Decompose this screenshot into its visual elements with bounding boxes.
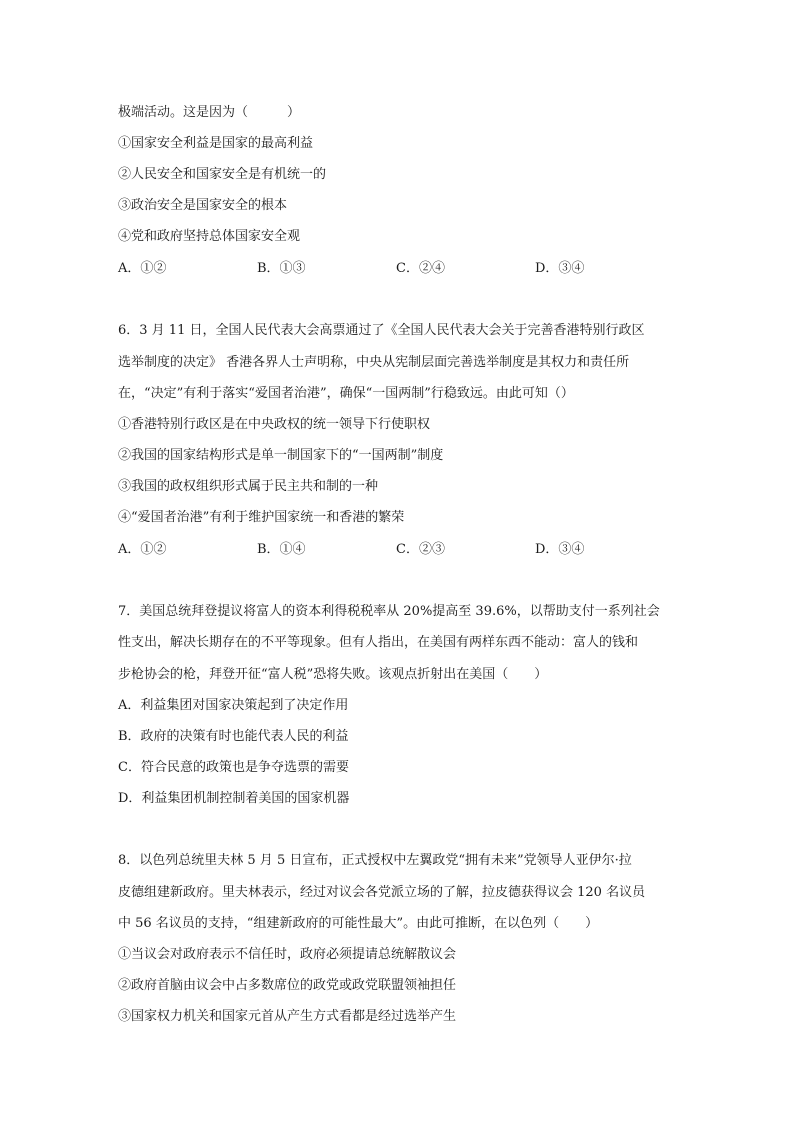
q6-item-2: ②我国的国家结构形式是单一制国家下的“一国两制”制度 xyxy=(118,448,444,463)
q7-stem-line-1: 7．美国总统拜登提议将富人的资本利得税税率从 20%提高至 39.6%，以帮助支付一系列社会 xyxy=(118,604,660,619)
q6-stem-line-1: 6．3 月 11 日，全国人民代表大会高票通过了《全国人民代表大会关于完善香港特别行政区 xyxy=(118,323,645,338)
q6-option-a: A．①② xyxy=(118,542,167,557)
q7-choice-b: B．政府的决策有时也能代表人民的利益 xyxy=(118,729,349,744)
q8-stem-line-2: 皮德组建新政府。里夫林表示，经过对议会各党派立场的了解，拉皮德获得议会 120 名议员 xyxy=(118,885,646,900)
q5-item-2: ②人民安全和国家安全是有机统一的 xyxy=(118,167,327,182)
q6-option-d: D．③④ xyxy=(535,542,585,557)
q8-item-1: ①当议会对政府表示不信任时，政府必须提请总统解散议会 xyxy=(118,947,457,962)
q7-choice-a: A．利益集团对国家决策起到了决定作用 xyxy=(118,698,349,713)
q5-option-a: A．①② xyxy=(118,261,167,276)
q6-item-1: ①香港特别行政区是在中央政权的统一领导下行使职权 xyxy=(118,417,431,432)
q6-option-c: C．②③ xyxy=(396,542,445,557)
q8-item-3: ③国家权力机关和国家元首从产生方式看都是经过选举产生 xyxy=(118,1009,457,1024)
q5-item-1: ①国家安全利益是国家的最高利益 xyxy=(118,136,314,151)
q6-item-3: ③我国的政权组织形式属于民主共和制的一种 xyxy=(118,479,379,494)
q6-item-4: ④“爱国者治港”有利于维护国家统一和香港的繁荣 xyxy=(118,510,405,525)
q6-stem-line-2: 选举制度的决定》 香港各界人士声明称，中央从宪制层面完善选举制度是其权力和责任所 xyxy=(118,355,630,370)
q5-item-4: ④党和政府坚持总体国家安全观 xyxy=(118,229,301,244)
q5-stem-tail: 极端活动。这是因为（ ） xyxy=(118,105,301,120)
q5-item-3: ③政治安全是国家安全的根本 xyxy=(118,198,288,213)
q7-choice-c: C．符合民意的政策也是争夺选票的需要 xyxy=(118,760,349,775)
q7-stem-line-2: 性支出，解决长期存在的不平等现象。但有人指出，在美国有两样东西不能动：富人的钱和 xyxy=(118,635,639,650)
q6-stem-line-3: 在，“决定”有利于落实“爱国者治港”，确保“一国两制”行稳致远。由此可知（） xyxy=(118,386,574,401)
q5-option-c: C．②④ xyxy=(396,261,445,276)
q6-option-b: B．①④ xyxy=(257,542,306,557)
q8-stem-line-3: 中 56 名议员的支持，“组建新政府的可能性最大”。由此可推断，在以色列（ ） xyxy=(118,916,599,931)
q5-option-b: B．①③ xyxy=(257,261,306,276)
q5-option-d: D．③④ xyxy=(535,261,585,276)
q7-stem-line-3: 步枪协会的枪，拜登开征“富人税”恐将失败。该观点折射出在美国（ ） xyxy=(118,667,548,682)
q8-stem-line-1: 8．以色列总统里夫林 5 月 5 日宣布，正式授权中左翼政党“拥有未来”党领导人亚伊尔·拉 xyxy=(118,853,632,868)
q8-item-2: ②政府首脑由议会中占多数席位的政党或政党联盟领袖担任 xyxy=(118,978,457,993)
q7-choice-d: D．利益集团机制控制着美国的国家机器 xyxy=(118,791,350,806)
